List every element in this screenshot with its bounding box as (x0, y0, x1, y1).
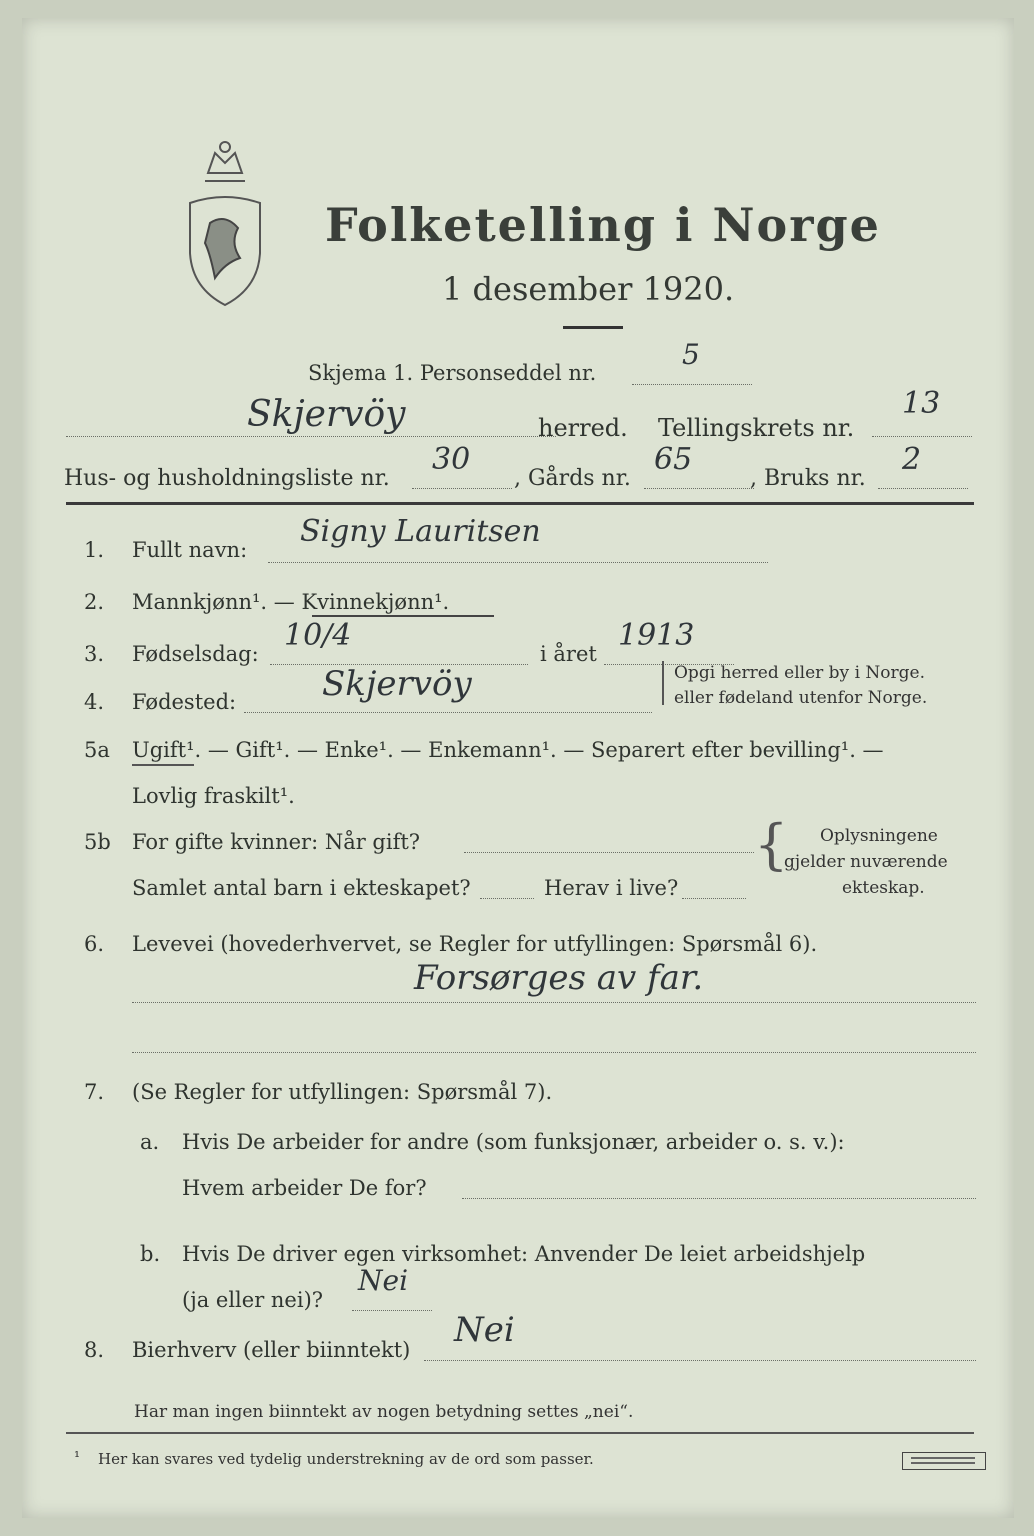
q1-full-name: Signy Lauritsen (300, 514, 541, 549)
q5b-alive-dotline (682, 898, 746, 899)
q7b-dotline (352, 1310, 432, 1311)
q4-dotline (244, 712, 652, 713)
hus-number: 30 (432, 442, 471, 477)
q1-dotline (268, 562, 768, 563)
bruks-number: 2 (902, 442, 922, 477)
q5b-note-line3: ekteskap. (842, 878, 925, 898)
hus-label: Hus- og husholdningsliste nr. (64, 466, 390, 491)
q8-number: 8. (84, 1338, 105, 1362)
gards-label: , Gårds nr. (514, 466, 631, 491)
q3-label: Fødselsdag: (132, 642, 259, 666)
q7-number: 7. (84, 1080, 105, 1104)
herred-label: herred. (538, 414, 628, 442)
q5b-alive-label: Herav i live? (544, 876, 679, 900)
q8-answer: Nei (454, 1310, 515, 1350)
personseddel-dotline (632, 384, 752, 385)
q7b-answer: Nei (358, 1264, 409, 1297)
q7b-letter: b. (140, 1242, 161, 1266)
q7a-employer-label: Hvem arbeider De for? (182, 1176, 427, 1200)
q6-occupation: Forsørges av far. (414, 958, 704, 998)
personseddel-number: 5 (682, 338, 700, 371)
q6-dotline-1 (132, 1002, 976, 1003)
census-form-page (22, 18, 1014, 1518)
title-divider (563, 326, 623, 329)
q6-number: 6. (84, 932, 105, 956)
q4-note-line2: eller fødeland utenfor Norge. (674, 688, 928, 708)
q4-number: 4. (84, 690, 105, 714)
q8-label: Bierhverv (eller biinntekt) (132, 1338, 411, 1362)
tellingskrets-label: Tellingskrets nr. (658, 414, 855, 442)
q8-dotline (424, 1360, 976, 1361)
q3-birthday: 10/4 (284, 618, 352, 653)
q3-birth-year: 1913 (618, 618, 695, 653)
q7b-answer-label: (ja eller nei)? (182, 1288, 324, 1312)
footnote-mark: ¹ (74, 1448, 81, 1466)
q5a-marital-options: Ugift¹. — Gift¹. — Enke¹. — Enkemann¹. — Separert efter bevilling¹. — (132, 738, 884, 762)
q2-gender-options: Mannkjønn¹. — Kvinnekjønn¹. (132, 590, 450, 614)
printer-stamp-icon (902, 1452, 986, 1470)
q2-number: 2. (84, 590, 105, 614)
q5b-note-line1: Oplysningene (820, 826, 938, 846)
header-divider (66, 502, 974, 505)
q4-birthplace: Skjervöy (322, 664, 472, 704)
tellingskrets-number: 13 (902, 386, 941, 421)
q6-dotline-2 (132, 1052, 976, 1053)
q3-number: 3. (84, 642, 105, 666)
q1-label: Fullt navn: (132, 538, 248, 562)
q4-note-line1: Opgi herred eller by i Norge. (674, 663, 925, 683)
skjema-label: Skjema 1. Personseddel nr. (308, 361, 597, 385)
q5a-number: 5a (84, 738, 110, 762)
q3-year-label: i året (540, 642, 597, 666)
q5b-married-dotline (464, 852, 754, 853)
q5b-number: 5b (84, 830, 111, 854)
norwegian-coat-of-arms-icon (180, 133, 270, 313)
census-date: 1 desember 1920. (442, 270, 735, 308)
q4-label: Fødested: (132, 690, 237, 714)
q7b-label: Hvis De driver egen virksomhet: Anvender De leiet arbeidshjelp (182, 1242, 866, 1266)
footnote-text: Her kan svares ved tydelig understrekning av de ord som passer. (98, 1450, 594, 1468)
footer-divider (66, 1432, 974, 1434)
q7-label: (Se Regler for utfyllingen: Spørsmål 7). (132, 1080, 553, 1104)
bruks-dotline (878, 488, 968, 489)
q4-bracket (662, 661, 664, 705)
tellingskrets-dotline (872, 436, 972, 437)
q5b-brace: { (754, 813, 789, 876)
q5a-ugift-underline (132, 764, 194, 766)
herred-dotline (66, 436, 556, 437)
q5b-label: For gifte kvinner: Når gift? (132, 830, 421, 854)
q5b-note-line2: gjelder nuværende (784, 852, 948, 872)
herred-value: Skjervöy (247, 394, 406, 435)
gards-dotline (644, 488, 754, 489)
footer-note: Har man ingen biinntekt av nogen betydning settes „nei“. (134, 1402, 634, 1422)
q5b-children-label: Samlet antal barn i ekteskapet? (132, 876, 471, 900)
q5b-children-dotline (480, 898, 534, 899)
q7a-label: Hvis De arbeider for andre (som funksjonær, arbeider o. s. v.): (182, 1130, 845, 1154)
q6-label: Levevei (hovederhvervet, se Regler for utfyllingen: Spørsmål 6). (132, 932, 818, 956)
q1-number: 1. (84, 538, 105, 562)
q7a-dotline (462, 1198, 976, 1199)
hus-dotline (412, 488, 512, 489)
form-title: Folketelling i Norge (325, 198, 881, 252)
q7a-letter: a. (140, 1130, 160, 1154)
q2-kvinnekjonn-underline (312, 615, 494, 617)
gards-number: 65 (654, 442, 693, 477)
bruks-label: , Bruks nr. (750, 466, 866, 491)
q5a-marital-options-line2: Lovlig fraskilt¹. (132, 784, 295, 808)
